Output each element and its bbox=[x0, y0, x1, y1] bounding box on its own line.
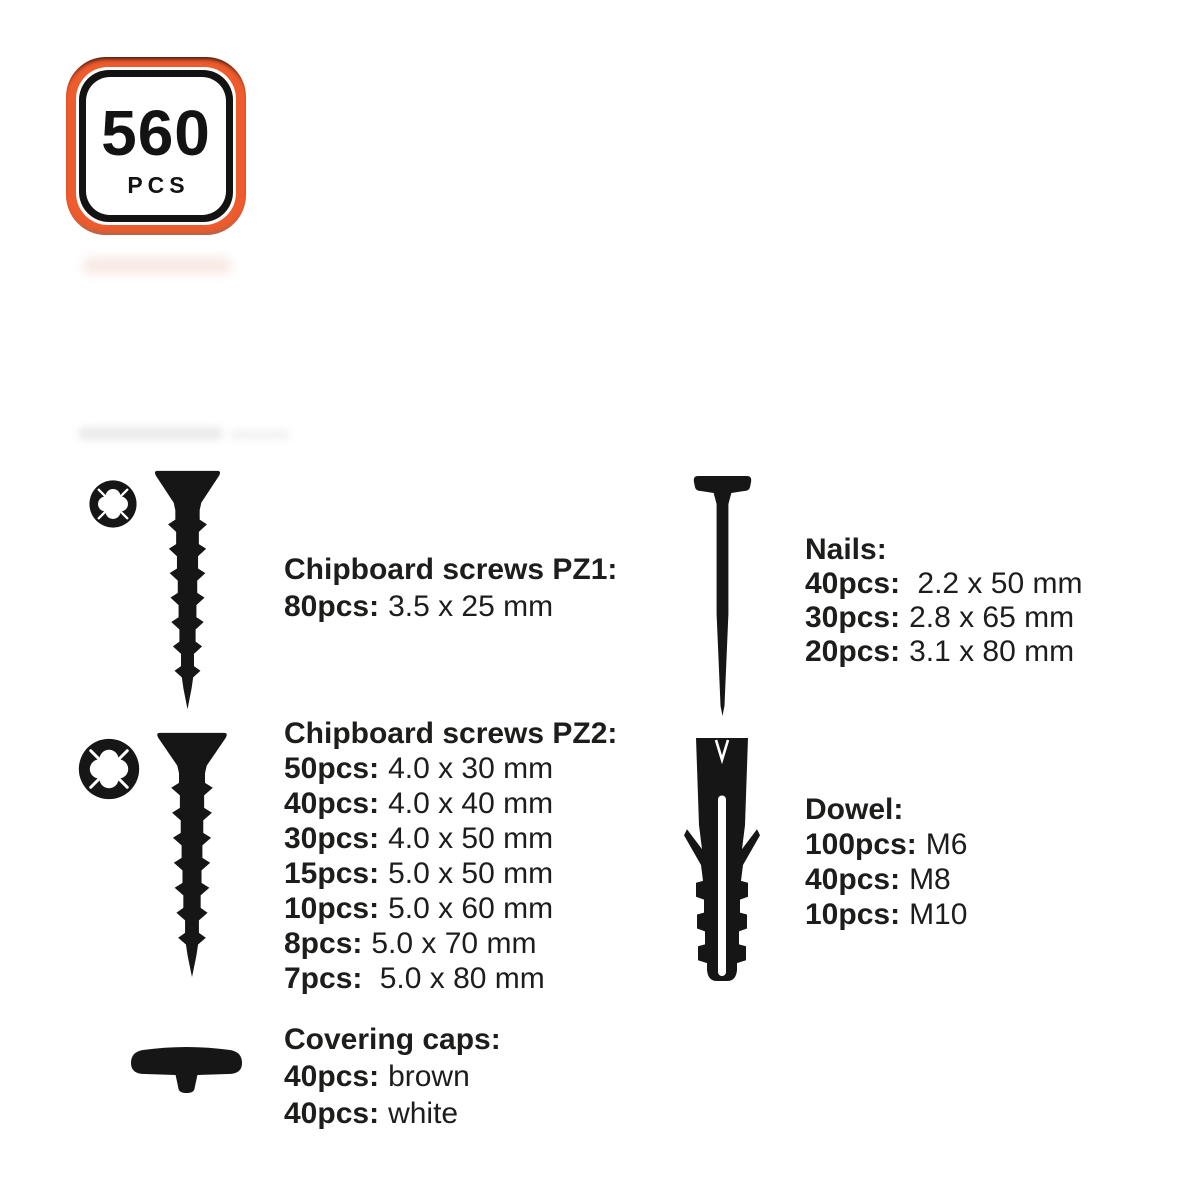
section-title: Chipboard screws PZ2: bbox=[284, 717, 618, 750]
spec-value: brown bbox=[388, 1060, 470, 1093]
spec-qty: 40pcs: bbox=[805, 567, 901, 600]
spec-value: M10 bbox=[909, 898, 968, 931]
spec-value: 5.0 x 80 mm bbox=[371, 962, 545, 995]
spec-value: 3.1 x 80 mm bbox=[909, 635, 1075, 668]
spec-value: 5.0 x 50 mm bbox=[388, 857, 554, 890]
spec-row bbox=[284, 891, 617, 926]
spec-value: 5.0 x 70 mm bbox=[371, 927, 537, 960]
spec-row bbox=[284, 926, 617, 961]
spec-qty: 10pcs: bbox=[284, 892, 380, 925]
spec-row bbox=[284, 961, 617, 996]
caps-specs bbox=[284, 1021, 501, 1132]
spec-value: 2.2 x 50 mm bbox=[909, 567, 1083, 600]
badge-face bbox=[86, 77, 226, 215]
spec-qty: 10pcs: bbox=[805, 898, 901, 931]
pz2-specs bbox=[284, 716, 617, 996]
chipboard-screw-pz2-illustration bbox=[153, 731, 231, 981]
spec-qty: 15pcs: bbox=[284, 857, 380, 890]
section-title: Nails: bbox=[805, 533, 887, 566]
faded-artifact bbox=[78, 427, 223, 440]
section-title: Chipboard screws PZ1: bbox=[284, 553, 618, 586]
piece-unit: PCS bbox=[127, 172, 190, 198]
count-badge bbox=[66, 57, 246, 235]
spec-qty: 7pcs: bbox=[284, 962, 363, 995]
spec-row bbox=[805, 897, 967, 932]
nail-illustration bbox=[691, 474, 754, 719]
spec-row bbox=[805, 635, 1082, 669]
spec-row bbox=[284, 751, 617, 786]
piece-count: 560 bbox=[101, 97, 211, 169]
dowel-specs bbox=[805, 792, 967, 932]
spec-value: 3.5 x 25 mm bbox=[388, 590, 554, 623]
spec-qty: 100pcs: bbox=[805, 828, 917, 861]
spec-qty: 30pcs: bbox=[805, 601, 901, 634]
pz-drive-icon bbox=[77, 737, 141, 801]
faded-artifact bbox=[230, 430, 290, 439]
spec-value: white bbox=[388, 1097, 459, 1130]
spec-row bbox=[284, 1095, 501, 1132]
spec-value: M6 bbox=[925, 828, 968, 861]
pz1-specs bbox=[284, 551, 617, 625]
spec-qty: 8pcs: bbox=[284, 927, 363, 960]
spec-qty: 80pcs: bbox=[284, 590, 380, 623]
spec-qty: 40pcs: bbox=[284, 1060, 380, 1093]
spec-qty: 40pcs: bbox=[284, 787, 380, 820]
pz-drive-icon bbox=[88, 479, 138, 529]
section-title: Dowel: bbox=[805, 793, 904, 826]
spec-value: 4.0 x 50 mm bbox=[388, 822, 554, 855]
spec-value: 4.0 x 40 mm bbox=[388, 787, 554, 820]
covering-cap-illustration bbox=[128, 1046, 245, 1094]
spec-qty: 40pcs: bbox=[284, 1097, 380, 1130]
faded-artifact bbox=[82, 257, 232, 274]
spec-row bbox=[284, 821, 617, 856]
spec-row bbox=[805, 601, 1082, 635]
chipboard-screw-pz1-illustration bbox=[151, 469, 224, 713]
spec-value: M8 bbox=[909, 863, 951, 896]
spec-value: 2.8 x 65 mm bbox=[909, 601, 1075, 634]
spec-qty: 50pcs: bbox=[284, 752, 380, 785]
section-title: Covering caps: bbox=[284, 1023, 501, 1056]
spec-row bbox=[284, 786, 617, 821]
spec-value: 4.0 x 30 mm bbox=[388, 752, 554, 785]
wall-plug-illustration bbox=[683, 734, 761, 984]
spec-row bbox=[284, 856, 617, 891]
spec-row bbox=[805, 827, 967, 862]
spec-row bbox=[805, 862, 967, 897]
nails-specs bbox=[805, 533, 1082, 669]
spec-row bbox=[805, 567, 1082, 601]
spec-row bbox=[284, 588, 617, 625]
spec-qty: 20pcs: bbox=[805, 635, 901, 668]
spec-row bbox=[284, 1058, 501, 1095]
spec-qty: 30pcs: bbox=[284, 822, 380, 855]
spec-value: 5.0 x 60 mm bbox=[388, 892, 554, 925]
spec-qty: 40pcs: bbox=[805, 863, 901, 896]
